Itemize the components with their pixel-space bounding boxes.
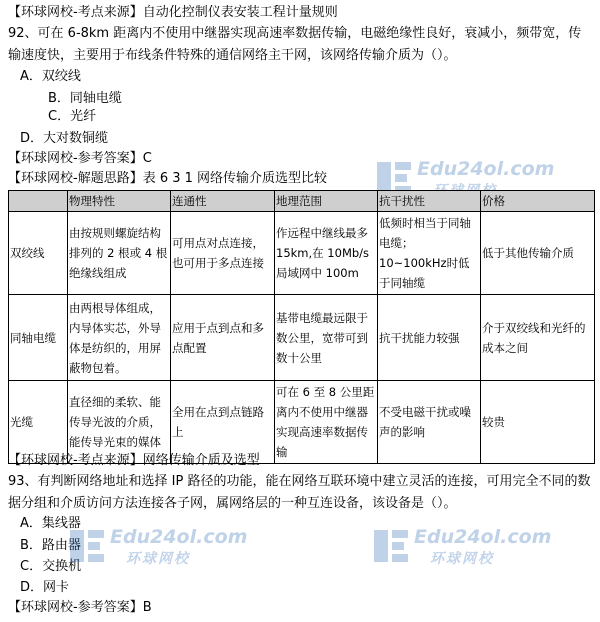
- table-cell: 全用在点到点链路上: [171, 381, 275, 464]
- table-cell: 抗干扰能力较强: [378, 295, 481, 381]
- table-cell: 同轴电缆: [9, 295, 68, 381]
- table-row: [9, 212, 595, 295]
- table-cell: 可在 6 至 8 公里距离内不使用中继器实现高速率数据传输: [275, 381, 378, 464]
- table-header-cell: 价格: [481, 191, 595, 212]
- q92-answer-line: 【环球网校-参考答案】C: [8, 151, 152, 166]
- q93-question: 93、有判断网络地址和选择 IP 路径的功能，能在网络互联环境中建立灵活的连接，可用完全不同的数据分组和介质访问方法连接各子网，属网络层的一种互连设备，该设备是（）。: [8, 474, 591, 511]
- q92-option-b: B．同轴电缆: [48, 91, 122, 106]
- watermark-domain: Edu24ol.com: [414, 526, 552, 548]
- table-header-cell: 物理特性: [68, 191, 171, 212]
- table-cell: 可用点对点连接，也可用于多点连接: [171, 212, 275, 295]
- watermark-brand: 环球网校: [430, 551, 494, 567]
- table-cell: 低于其他传输介质: [481, 212, 595, 295]
- table-cell: 基带电缆最远限于数公里，宽带可到数十公里: [275, 295, 378, 381]
- watermark-domain: Edu24ol.com: [417, 158, 555, 180]
- table-cell: 直径细的柔软、能传导光波的介质，能传导光束的媒体: [68, 381, 171, 464]
- table-cell: 作远程中继线最多15km,在 10Mb/s局域网中 100m: [275, 212, 378, 295]
- watermark-brand: 环球网校: [126, 551, 190, 567]
- table-row: [9, 295, 595, 381]
- q92-analysis-line: 【环球网校-解题思路】表 6 3 1 网络传输介质选型比较: [8, 171, 328, 186]
- q93-option-a: A．集线器: [20, 516, 81, 531]
- table-cell: 较贵: [481, 381, 595, 464]
- q93-source-line: 【环球网校-考点来源】网络传输介质及选型: [8, 453, 260, 468]
- table-header-cell: 连通性: [171, 191, 275, 212]
- table-cell: 由按规则螺旋结构排列的 2 根或 4 根绝缘线组成: [68, 212, 171, 295]
- watermark-logo: [372, 526, 552, 570]
- table-cell: 应用于点到点和多点配置: [171, 295, 275, 381]
- q93-option-b: B．路由器: [20, 538, 81, 553]
- q92-option-c: C．光纤: [48, 109, 97, 124]
- q93-option-d: D．网卡: [20, 580, 70, 595]
- watermark-domain: Edu24ol.com: [110, 526, 248, 548]
- table-header-cell: [9, 191, 68, 212]
- table-cell: 低频时相当于同轴电缆；10~100kHz时低于同轴缆: [378, 212, 481, 295]
- table-cell: 光缆: [9, 381, 68, 464]
- table-header-cell: 地理范围: [275, 191, 378, 212]
- q92-source-line: 【环球网校-考点来源】自动化控制仪表安装工程计量规则: [8, 5, 338, 20]
- table-cell: 介于双绞线和光纤的成本之间: [481, 295, 595, 381]
- q92-option-d: D．大对数铜缆: [20, 131, 109, 146]
- watermark-emblem-icon: [372, 526, 412, 566]
- q92-option-a: A．双绞线: [20, 69, 81, 84]
- transmission-media-comparison-table: [8, 190, 595, 464]
- table-header-row: [9, 191, 595, 212]
- table-cell: 由两根导体组成，内导体实芯，外导体是纺织的，用屏蔽物包着。: [68, 295, 171, 381]
- q93-option-c: C．交换机: [20, 559, 82, 574]
- table-cell: 不受电磁干扰或噪声的影响: [378, 381, 481, 464]
- table-header-cell: 抗干扰性: [378, 191, 481, 212]
- q92-question: 92、可在 6-8km 距离内不使用中继器实现高速率数据传输，电磁绝缘性良好，衰减小，频带宽，传输速度快，主要用于布线条件特殊的通信网络主干网，该网络传输介质为（）。: [8, 26, 582, 63]
- table-cell: 双绞线: [9, 212, 68, 295]
- q93-answer-line: 【环球网校-参考答案】B: [8, 600, 152, 615]
